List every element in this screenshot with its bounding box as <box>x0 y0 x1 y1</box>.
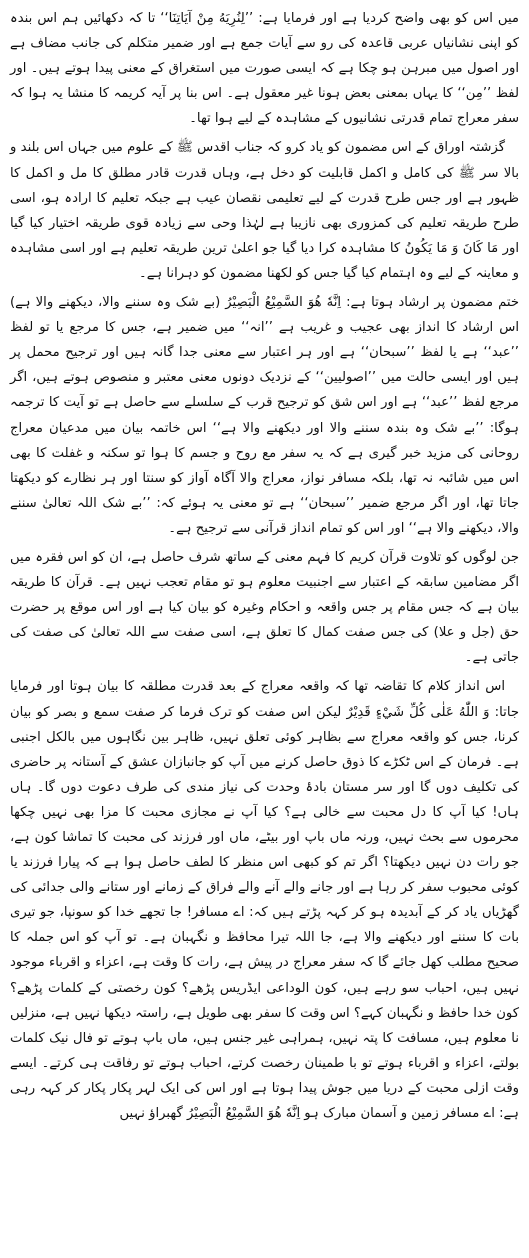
paragraph-3: ختم مضمون پر ارشاد ہوتا ہے: اِنَّهٗ هُوَ السَّمِيْعُ الْبَصِيْرُ (بے شک وہ سننے والا، دیکھنے والا ہے) اس ارشاد کا انداز بھی عجیب و غریب ہے ’’انہ‘‘ میں ضمیر ہے، جس کا مرجع یا تو لفظ ’’عبد‘‘ ہے یا لفظ ’’سبحان‘‘ ہے اور ہر اعتبار سے معنی جدا گانہ ہیں اور ترجیح محمل پر ہیں اور ایسی حالت میں ’’اصولیین‘‘ کے نزدیک دونوں معنی معتبر و منصوص ہوتے ہیں، اگر مرجع لفظ ’’عبد‘‘ ہے اور اس شق کو ترجیح قرب کے سلسلے سے حاصل ہے تو آیت کا ترجمہ ہوگا: ’’بے شک وہ بندہ سننے والا اور دیکھنے والا ہے‘‘ اس خاتمہ بیان میں مدعیان معراج روحانی کی مزید خبر گیری ہے کہ یہ سفر مع روح و جسم کا ہوا تو سکنہ و غفلت کا بھی اس میں شائبہ نہ تھا، بلکہ مسافر نواز، معراج والا آگاہ آواز کو سنتا اور ہر نظارے کو دیکھتا جاتا تھا، اور اگر مرجع ضمیر ’’سبحان‘‘ ہے تو معنی یہ ہوئے کہ: ’’بے شک اللہ تعالیٰ سننے والا، دیکھنے والا ہے‘‘ اور اس کو تمام انداز قرآنی سے ترجیح ہے۔ <box>10 295 519 536</box>
paragraph-2: گزشتہ اوراق کے اس مضمون کو یاد کرو کہ جناب اقدس ﷺ کے علوم میں جہاں اس بلند و بالا سر ﷺ کی کامل و اکمل قابلیت کو دخل ہے، وہاں قدرت قادر مطلق کا مل و اکمل کا ظہور ہے اور جس طرح قدرت کے لیے تعلیمی نقصان عیب ہے جبکہ تعلیم کا ارادہ ہو، اسی طرح طریقہ تعلیم کی کمزوری بھی نازیبا ہے لہٰذا وحی سے زیادہ قوی طریقہ اختیار کیا گیا اور مَا كَانَ وَ مَا يَكُونُ کا مشاہدہ کرا دیا گیا جو اعلیٰ ترین طریقہ تعلیم ہے اور اسی مشاہدہ و معاینہ کے لیے وہ اہتمام کیا گیا جس کو لکھنا مضمون کو دہرانا ہے۔ <box>10 140 519 281</box>
paragraph-5: اس انداز کلام کا تقاضہ تھا کہ واقعہ معراج کے بعد قدرت مطلقہ کا بیان ہوتا اور فرمایا جاتا: وَ اللّٰهُ عَلٰى كُلِّ شَيْءٍ قَدِيْرٌ لیکن اس صفت کو ترک فرما کر صفت سمع و بصر کو بیان کرنا، جس کو واقعہ معراج سے بظاہر کوئی تعلق نہیں، ظاہر بین نگاہوں میں بالکل اجنبی ہے۔ فرمان کے اس ٹکڑے کا ذوق حاصل کرنے میں آپ کو جانبازان عشق کے آستانہ پر حاضری کی تکلیف دوں گا اور سر مستان بادۂ وحدت کی نیاز مندی کی طرف دعوت دوں گا۔ ہاں ہاں! کیا آپ کا دل محبت سے خالی ہے؟ کیا آپ نے مجازی محبت کا مزا بھی نہیں چکھا محرموں سے بحث نہیں، ورنہ ماں باپ اور بیٹے، ماں اور فرزند کی محبت کا تماشا کون ہے، جو رات دن نہیں دیکھتا؟ اگر تم کو کبھی اس منظر کا لطف حاصل ہوا ہے کہ پیارا فرزند یا کوئی محبوب سفر کر رہا ہے اور جانے والے آنے والے فراق کے زمانے اور ستانے والی جدائی کی گھڑیاں یاد کر کے آبدیدہ ہو کر کہہ پڑتے ہیں کہ: اے مسافر! جا تجھے خدا کو سونپا، جو تیری بات کا سننے اور دیکھنے والا ہے، جا اللہ تیرا محافظ و نگہبان ہے۔ تو آپ کو اس جملہ کا صحیح مطلب کھل جائے گا کہ سفر معراج در پیش ہے، رات کا وقت ہے، اعزاء و اقرباء موجود نہیں ہیں، احباب سو رہے ہیں، کون الوداعی ایڈریس پڑھے؟ کون رخصتی کے کلمات پڑھے؟ کون خدا حافظ و نگہبان کہے؟ اس وقت کا سفر بھی طویل ہے، راستہ دیکھا نہیں ہے، منزلیں نا معلوم ہیں، مسافت کا پتہ نہیں، ہمراہی غیر جنس ہیں، ماں باپ ہوتے تو فال نیک کلمات بولتے، اعزاء و اقرباء ہوتے تو با طمینان رخصت کرتے، احباب ہوتے تو رفاقت ہی کرتے۔ ایسے وقت ازلی محبت کے دریا میں جوش پیدا ہوتا ہے اور اس کی ایک لہر پکار پکار کر کہہ رہی ہے: اے مسافر زمین و آسمان مبارک ہو اِنَّهٗ هُوَ السَّمِيْعُ الْبَصِيْرُ گھبراؤ نہیں <box>10 679 519 1122</box>
document-page <box>10 6 519 1126</box>
paragraph-1: میں اس کو بھی واضح کردیا ہے اور فرمایا ہے: ’’لِنُرِيَهُ مِنْ آيَاتِنَا‘‘ تا کہ دکھائیں ہم اس بندہ کو اپنی نشانیاں عربی قاعدہ کی رو سے آیات جمع ہے اور ضمیر متکلم کی جانب مضاف ہے اور اصول میں مبرہن ہو چکا ہے کہ ایسی صورت میں استغراق کے معنی پیدا ہوتے ہیں۔ اور لفظ ’’مِن‘‘ کا یہاں بمعنی بعض ہونا غیر معقول ہے۔ اس بنا پر آیہ کریمہ کا منشا یہ ہوا کہ سفر معراج تمام قدرتی نشانیوں کے مشاہدہ کے لیے ہوا تھا۔ <box>10 11 519 127</box>
paragraph-4: جن لوگوں کو تلاوت قرآن کریم کا فہم معنی کے ساتھ شرف حاصل ہے، ان کو اس فقرہ میں اگر مضامین سابقہ کے اعتبار سے اجنبیت معلوم ہو تو مقام تعجب نہیں ہے۔ قرآن کا طریقہ بیان ہے کہ جس مقام پر جس واقعہ و احکام وغیرہ کو بیان کیا ہے اور اس موقع پر حضرت حق (جل و علا) کی جس صفت کمال کا تعلق ہے، اسی صفت سے اللہ تعالیٰ کی صفت کی جاتی ہے۔ <box>10 549 519 666</box>
